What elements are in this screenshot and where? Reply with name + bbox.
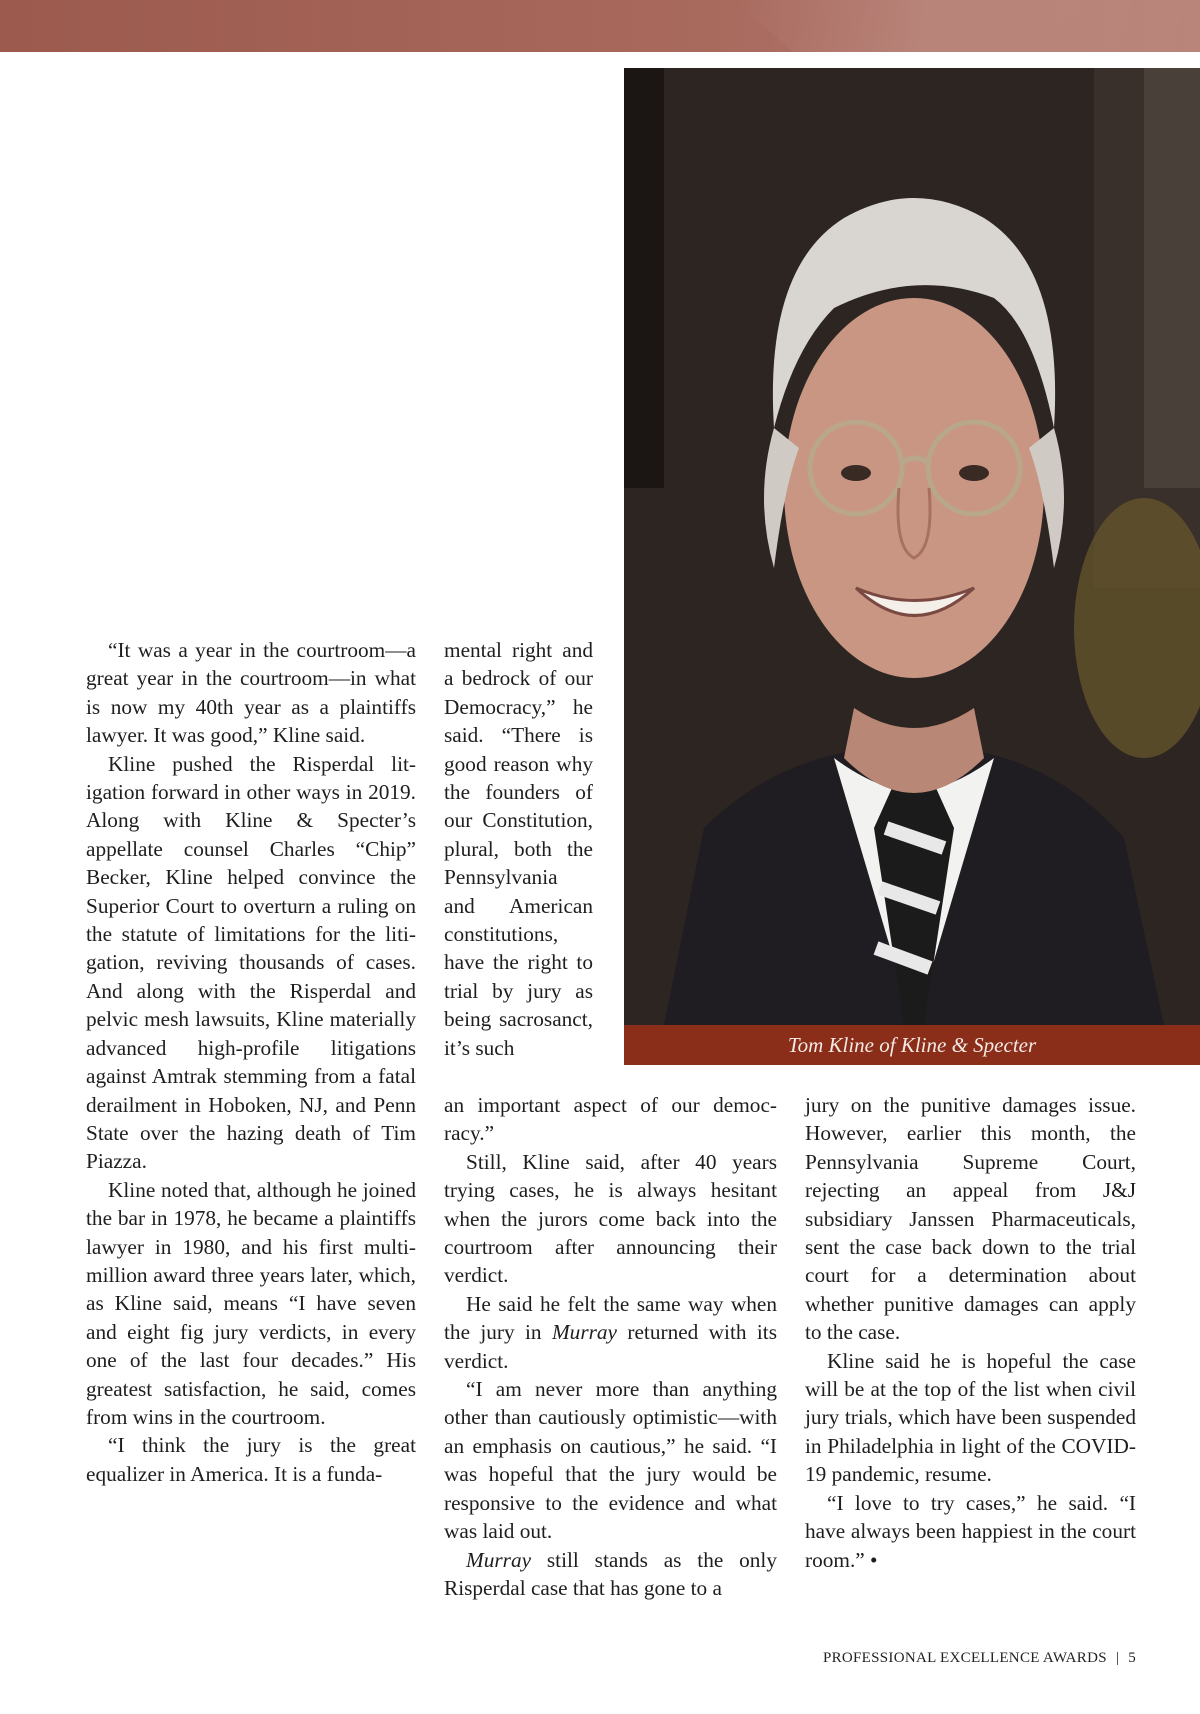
article-column-2-narrow: [444, 636, 593, 1062]
case-name: Murray: [466, 1547, 532, 1572]
page-footer: [823, 1650, 1136, 1667]
case-name: Murray: [551, 1320, 618, 1345]
paragraph: Still, Kline said, after 40 years trying cases, he is always hesitant when the jurors come back into the courtroom after announcing their verdict.: [444, 1149, 777, 1288]
paragraph: “I am never more than anything other than cautiously optimistic—with an emphasis on cautious,” he said. “I was hopeful that the jury would be responsive to the evidence and what was laid out.: [444, 1377, 777, 1544]
article-column-3: [805, 1091, 1136, 1574]
photo-caption: Tom Kline of Kline & Specter: [624, 1025, 1200, 1065]
text: He said he felt the same way when the jury in: [444, 1291, 777, 1345]
portrait-photo: [624, 68, 1200, 1025]
paragraph: an important aspect of our democracy.”: [444, 1093, 777, 1146]
footer-separator: |: [1115, 1650, 1120, 1666]
paragraph: “It was a year in the courtroom—a great year in the courtroom—in what is now my 40th year as a plaintiffs lawyer. It was good,” Kline said.: [86, 638, 416, 748]
paragraph: jury on the punitive damages issue. However, earlier this month, the Pennsylvania Supreme Court, rejecting an appeal from J&J subsidiary Janssen Pharmaceuticals, sent the case back down to the trial court for a determination about whether punitive damages can apply to the case.: [805, 1093, 1136, 1345]
portrait-illustration: [624, 68, 1200, 1025]
article-column-2: [444, 1091, 777, 1602]
paragraph: “I think the jury is the great equalizer in America. It is a funda-: [86, 1433, 416, 1486]
paragraph: Kline noted that, although he joined the bar in 1978, he became a plaintiffs lawyer in 1980, and his first multi-million award three years later, which, as Kline said, means “I have seven and eight fig jury verdicts, in every one of the last four decades.” His greatest satisfaction, he said, comes from wins in the courtroom.: [86, 1177, 416, 1429]
publication-name: PROFESSIONAL EXCELLENCE AWARDS: [822, 1650, 1107, 1666]
header-band: [0, 0, 1200, 52]
paragraph: [444, 1546, 777, 1603]
paragraph: “I love to try cases,” he said. “I have always been happiest in the court room.” •: [805, 1490, 1136, 1572]
paragraph: Kline pushed the Risperdal litigation forward in other ways in 2019. Along with Kline & Specter’s appellate counsel Charles “Chip” Becker, Kline helped convince the Superior Court to overturn a ruling on the statute of limitations for the litigation, reviving thousands of cases. And along with the Risperdal and pelvic mesh lawsuits, Kline materially advanced high-profile litigations against Amtrak stemming from a fatal derailment in Hoboken, NJ, and Penn State over the hazing death of Tim Piazza.: [86, 751, 416, 1174]
page-number: 5: [1128, 1650, 1136, 1666]
text: still stands as the only Risperdal case that has gone to a: [444, 1547, 777, 1600]
header-band-facet: [735, 0, 1200, 52]
article-column-1: [86, 636, 416, 1488]
paragraph: [444, 1290, 777, 1375]
paragraph: mental right and a bedrock of our Democracy,” he said. “There is good reason why the founders of our Constitution, plural, both the Pennsylvania and American constitutions, have the right to trial by jury as being sacrosanct, it’s such: [444, 638, 593, 1060]
paragraph: Kline said he is hopeful the case will be at the top of the list when civil jury trials, which have been suspended in Philadelphia in light of the COVID-19 pandemic, resume.: [805, 1348, 1136, 1487]
text: returned with its verdict.: [444, 1320, 777, 1373]
